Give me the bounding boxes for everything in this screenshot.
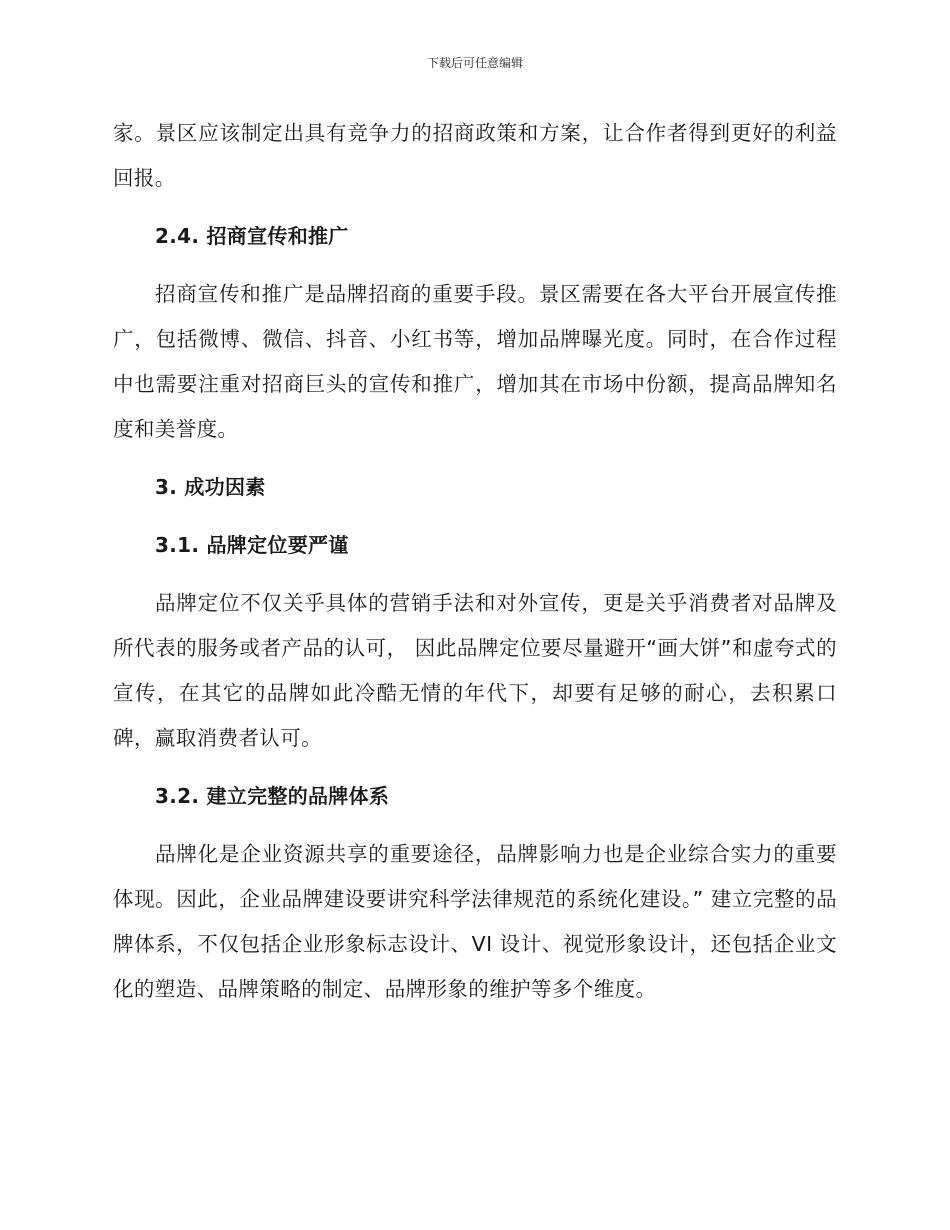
heading-3: 3. 成功因素	[155, 475, 266, 499]
paragraph-intro-continuation: 家。景区应该制定出具有竞争力的招商政策和方案，让合作者得到更好的利益回报。	[113, 121, 837, 190]
paragraph-3-1: 品牌定位不仅关乎具体的营销手法和对外宣传，更是关乎消费者对品牌及所代表的服务或者产品的认可， 因此品牌定位要尽量避开“画大饼”和虚夸式的宣传，在其它的品牌如此冷酷无情的年代下，却要有足够的耐心，去积累口碑，赢取消费者认可。	[113, 591, 837, 750]
document-body	[113, 111, 837, 1012]
heading-3-1: 3.1. 品牌定位要严谨	[155, 533, 349, 557]
heading-2-4: 2.4. 招商宣传和推广	[155, 224, 349, 248]
paragraph-2-4: 招商宣传和推广是品牌招商的重要手段。景区需要在各大平台开展宣传推广，包括微博、微信、抖音、小红书等，增加品牌曝光度。同时，在合作过程中也需要注重对招商巨头的宣传和推广，增加其在市场中份额，提高品牌知名度和美誉度。	[113, 282, 837, 441]
heading-3-2: 3.2. 建立完整的品牌体系	[155, 784, 390, 808]
paragraph-3-2: 品牌化是企业资源共享的重要途径，品牌影响力也是企业综合实力的重要体现。因此，企业品牌建设要讲究科学法律规范的系统化建设。” 建立完整的品牌体系，不仅包括企业形象标志设计、VI 设计、视觉形象设计，还包括企业文化的塑造、品牌策略的制定、品牌形象的维护等多个维度。	[113, 842, 837, 1001]
page-header-note: 下载后可任意编辑	[426, 56, 523, 70]
